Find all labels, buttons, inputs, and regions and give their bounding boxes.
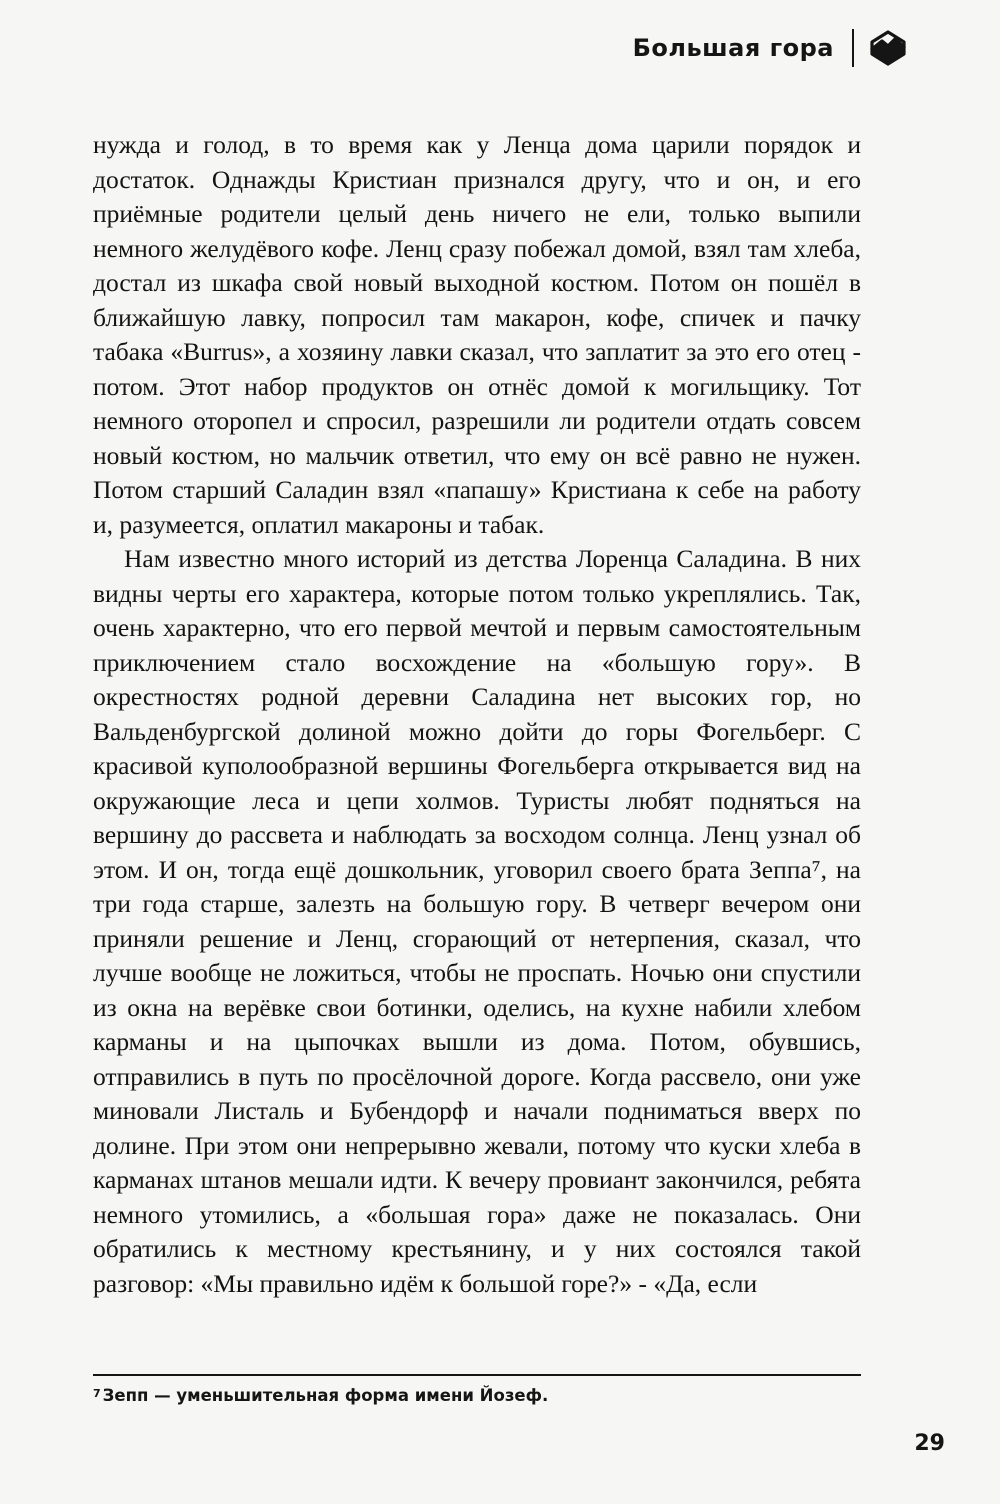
header-divider: [852, 29, 854, 67]
footnote-marker: 7: [93, 1387, 101, 1400]
main-text: [93, 128, 861, 1301]
chapter-title: Большая гора: [632, 34, 834, 62]
paragraph: Нам известно много историй из детства Лоренца Саладина. В них видны черты его характера, которые потом только укреплялись. Так, очень характерно, что его первой мечтой и первым самостоятельным приключением стало восхождение на «большую гору». В окрестностях родной деревни Саладина нет высоких гор, но Вальденбургской долиной можно дойти до горы Фогельберг. С красивой куполообразной вершины Фогельберга открывается вид на окружающие леса и цепи холмов. Туристы любят подняться на вершину до рассвета и наблюдать за восходом солнца. Ленц узнал об этом. И он, тогда ещё дошкольник, уговорил своего брата Зеппа⁷, на три года старше, залезть на большую гору. В четверг вечером они приняли решение и Ленц, сгорающий от нетерпения, сказал, что лучше вообще не ложиться, чтобы не проспать. Ночью они спустили из окна на верёвке свои ботинки, оделись, на кухне набили хлебом карманы и на цыпочках вышли из дома. Потом, обувшись, отправились в путь по просёлочной дороге. Когда рассвело, они уже миновали Листаль и Бубендорф и начали подниматься вверх по долине. При этом они непрерывно жевали, потому что куски хлеба в карманах штанов мешали идти. К вечеру провиант закончился, ребята немного утомились, а «большая гора» даже не показалась. Они обратились к местному крестьянину, и у них состоялся такой разговор: «Мы правильно идём к большой горе?» - «Да, если: [93, 544, 861, 1298]
mountain-icon: [868, 28, 908, 68]
footnote-divider: [93, 1374, 861, 1376]
footnote: [93, 1386, 861, 1405]
page-number: 29: [914, 1431, 945, 1456]
paragraph: нужда и голод, в то время как у Ленца дома царили порядок и достаток. Однажды Кристиан признался другу, что и он, и его приёмные родители целый день ничего не ели, только выпили немного желудёвого кофе. Ленц сразу побежал домой, взял там хлеба, достал из шкафа свой новый выходной костюм. Потом он пошёл в ближайшую лавку, попросил там макарон, кофе, спичек и пачку табака «Burrus», а хозяину лавки сказал, что заплатит за это его отец - потом. Этот набор продуктов он отнёс домой к могильщику. Тот немного оторопел и спросил, разрешили ли родители отдать совсем новый костюм, но мальчик ответил, что ему он всё равно не нужен. Потом старший Саладин взял «папашу» Кристиана к себе на работу и, разумеется, оплатил макароны и табак.: [93, 130, 861, 539]
running-header: [633, 28, 908, 68]
footnote-text: Зепп — уменьшительная форма имени Йозеф.: [102, 1386, 549, 1405]
